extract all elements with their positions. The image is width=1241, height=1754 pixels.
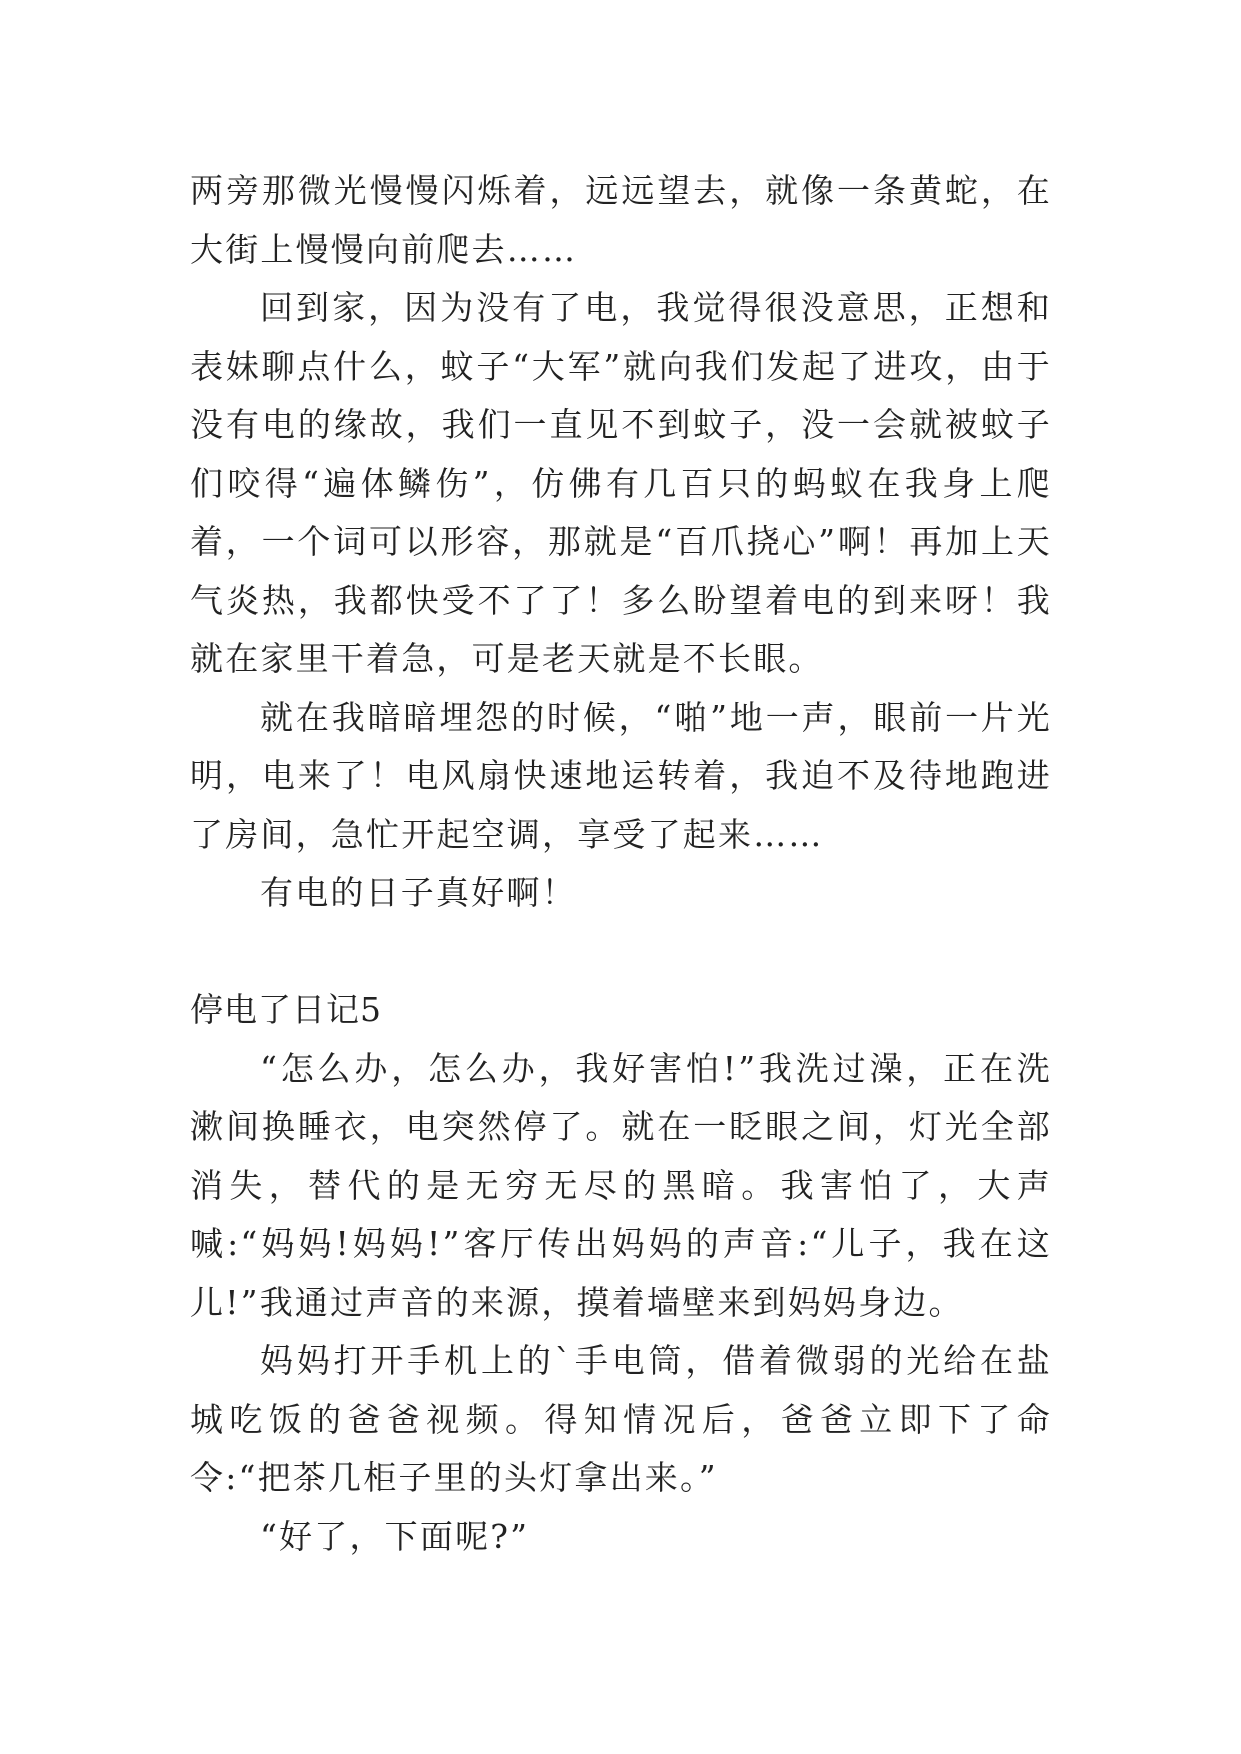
paragraph-6: 妈妈打开手机上的`手电筒，借着微弱的光给在盐城吃饭的爸爸视频。得知情况后，爸爸立即下了命令:“把茶几柜子里的头灯拿出来。” bbox=[190, 1341, 1052, 1497]
section-title: 停电了日记5 bbox=[190, 990, 382, 1029]
paragraph-1: 两旁那微光慢慢闪烁着，远远望去，就像一条黄蛇，在大街上慢慢向前爬去…… bbox=[190, 171, 1052, 269]
paragraph-3: 就在我暗暗埋怨的时候，“啪”地一声，眼前一片光明，电来了！电风扇快速地运转着，我迫不及待地跑进了房间，急忙开起空调，享受了起来…… bbox=[190, 697, 1052, 854]
paragraph-4: 有电的日子真好啊！ bbox=[260, 873, 577, 912]
paragraph-5: “怎么办，怎么办，我好害怕!”我洗过澡，正在洗漱间换睡衣，电突然停了。就在一眨眼之间，灯光全部消失，替代的是无穷无尽的黑暗。我害怕了，大声喊:“妈妈!妈妈!”客厅传出妈妈的声音:“儿子，我在这儿!”我通过声音的来源，摸着墙壁来到妈妈身边。 bbox=[190, 1048, 1052, 1322]
document-body bbox=[190, 162, 1052, 1566]
paragraph-7: “好了，下面呢?” bbox=[260, 1516, 530, 1556]
paragraph-2: 回到家，因为没有了电，我觉得很没意思，正想和表妹聊点什么，蚊子“大军”就向我们发起了进攻，由于没有电的缘故，我们一直见不到蚊子，没一会就被蚊子们咬得“遍体鳞伤”，仿佛有几百只的蚂蚁在我身上爬着，一个词可以形容，那就是“百爪挠心”啊！再加上天气炎热，我都快受不了了！多么盼望着电的到来呀！我就在家里干着急，可是老天就是不长眼。 bbox=[190, 288, 1052, 678]
